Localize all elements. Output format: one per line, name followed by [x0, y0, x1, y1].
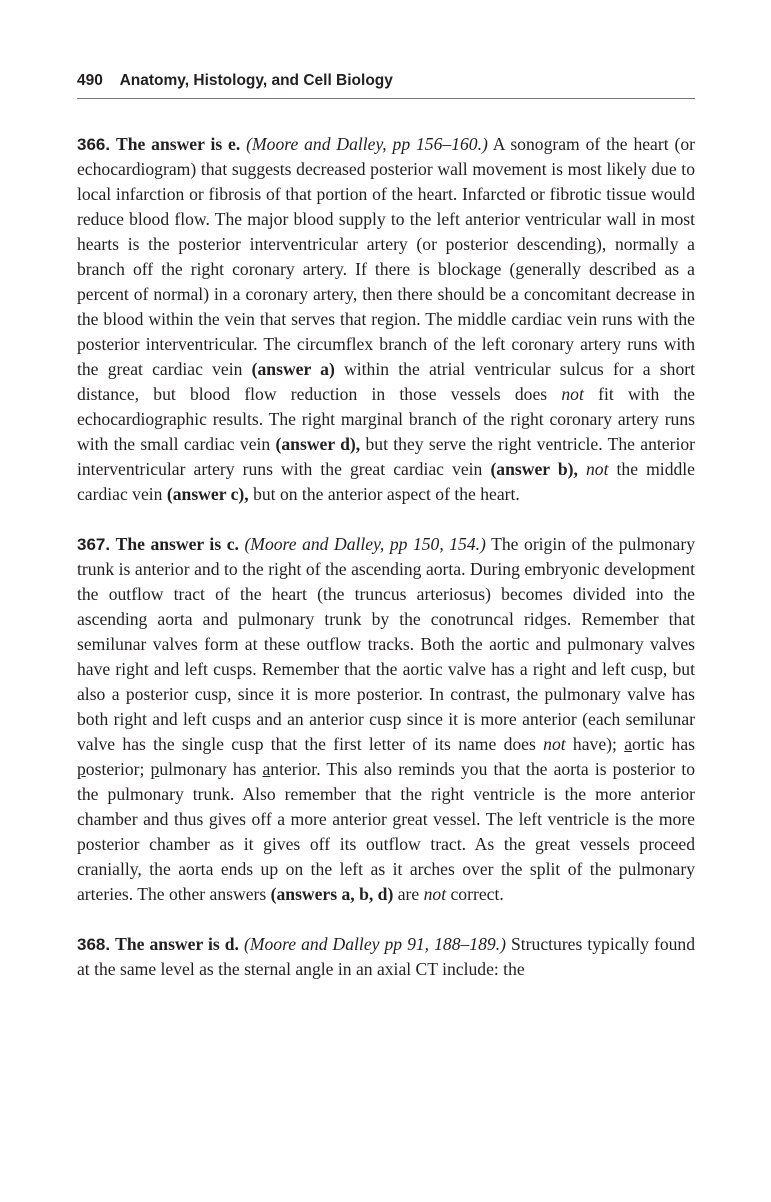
citation: (Moore and Dalley pp 91, 188–189.) — [243, 934, 506, 954]
answer-ref: (answers a, b, d) — [270, 884, 394, 904]
running-header — [77, 72, 695, 90]
body-text: correct. — [450, 884, 504, 904]
emphasis: not — [543, 734, 566, 754]
body-text: osterior; — [85, 759, 145, 779]
question-number: 366. — [77, 135, 111, 154]
emphasis: not — [423, 884, 447, 904]
answer-ref: (answer c), — [166, 484, 249, 504]
answer-heading: The answer is d. — [115, 934, 239, 954]
answer-heading: The answer is e. — [115, 134, 241, 154]
body-text: fit with the echocardiographic results. The right marginal branch of the right coronary artery runs with the small cardiac vein — [77, 384, 695, 454]
answer-ref: (answer b), — [490, 459, 578, 479]
answer-entry-367 — [77, 532, 695, 907]
citation: (Moore and Dalley, pp 150, 154.) — [244, 534, 486, 554]
body-text: are — [397, 884, 420, 904]
body-text: within the atrial ventricular sulcus for a short distance, but blood flow reduction in those vessels does — [77, 359, 695, 404]
page-number: 490 — [77, 72, 103, 89]
answer-ref: (answer a) — [251, 359, 335, 379]
answer-entry-368 — [77, 932, 695, 982]
question-number: 368. — [77, 935, 111, 954]
answer-entry-366 — [77, 132, 695, 507]
emphasis: not — [585, 459, 609, 479]
mnemonic-letter: a — [262, 759, 271, 779]
body-text: but on the anterior aspect of the heart. — [253, 484, 520, 504]
body-text: nterior. This also reminds you that the aorta is posterior to the pulmonary trunk. Also remember that the right ventricle is the more anterior chamber and thus gives off a more anterior great vessel. The left ventricle is the more posterior chamber as it gives off its outflow tract. As the great vessels proceed cranially, the aorta ends up on the left as it arches over the split of the pulmonary arteries. The other answers — [77, 759, 696, 904]
body-text: ortic has — [632, 734, 695, 754]
emphasis: not — [561, 384, 584, 404]
body-text: but they serve the right ventricle. The anterior interventricular artery runs with the great cardiac vein — [77, 434, 695, 479]
body-text: have); — [572, 734, 617, 754]
body-text: A sonogram of the heart (or echocardiogram) that suggests decreased posterior wall movement is most likely due to local infarction or fibrosis of that portion of the heart. Infarcted or fibrotic tissue would reduce blood flow. The major blood supply to the left anterior ventricular wall in most hearts is the posterior interventricular artery (or posterior descending), normally a branch off the right coronary artery. If there is blockage (generally described as a percent of normal) in a coronary artery, then there should be a concomitant decrease in the blood within the vein that serves that region. The middle cardiac vein runs with the posterior interventricular. The circumflex branch of the left coronary artery runs with the great cardiac vein — [77, 134, 695, 379]
body-text: Structures typically found at the same level as the sternal angle in an axial CT include: the — [77, 934, 696, 979]
header-rule — [77, 98, 695, 99]
body-text: The origin of the pulmonary trunk is anterior and to the right of the ascending aorta. During embryonic development the outflow tract of the heart (the truncus arteriosus) becomes divided into the ascending aorta and pulmonary trunk by the conotruncal ridges. Remember that semilunar valves form at these outflow tracks. Both the aortic and pulmonary valves have right and left cusps. Remember that the aortic valve has a right and left cusp, but also a posterior cusp, since it is more posterior. In contrast, the pulmonary valve has both right and left cusps and an anterior cusp since it is more anterior (each semilunar valve has the single cusp that the first letter of its name does — [77, 534, 695, 754]
question-number: 367. — [77, 535, 111, 554]
book-title: Anatomy, Histology, and Cell Biology — [119, 72, 393, 89]
answer-heading: The answer is c. — [115, 534, 239, 554]
mnemonic-letter: p — [150, 759, 160, 779]
mnemonic-letter: a — [624, 734, 632, 754]
mnemonic-letter: p — [77, 759, 86, 779]
citation: (Moore and Dalley, pp 156–160.) — [246, 134, 488, 154]
body-text: the middle cardiac vein — [77, 459, 695, 504]
page-body — [77, 132, 695, 1007]
answer-ref: (answer d), — [275, 434, 361, 454]
body-text: ulmonary has — [159, 759, 257, 779]
